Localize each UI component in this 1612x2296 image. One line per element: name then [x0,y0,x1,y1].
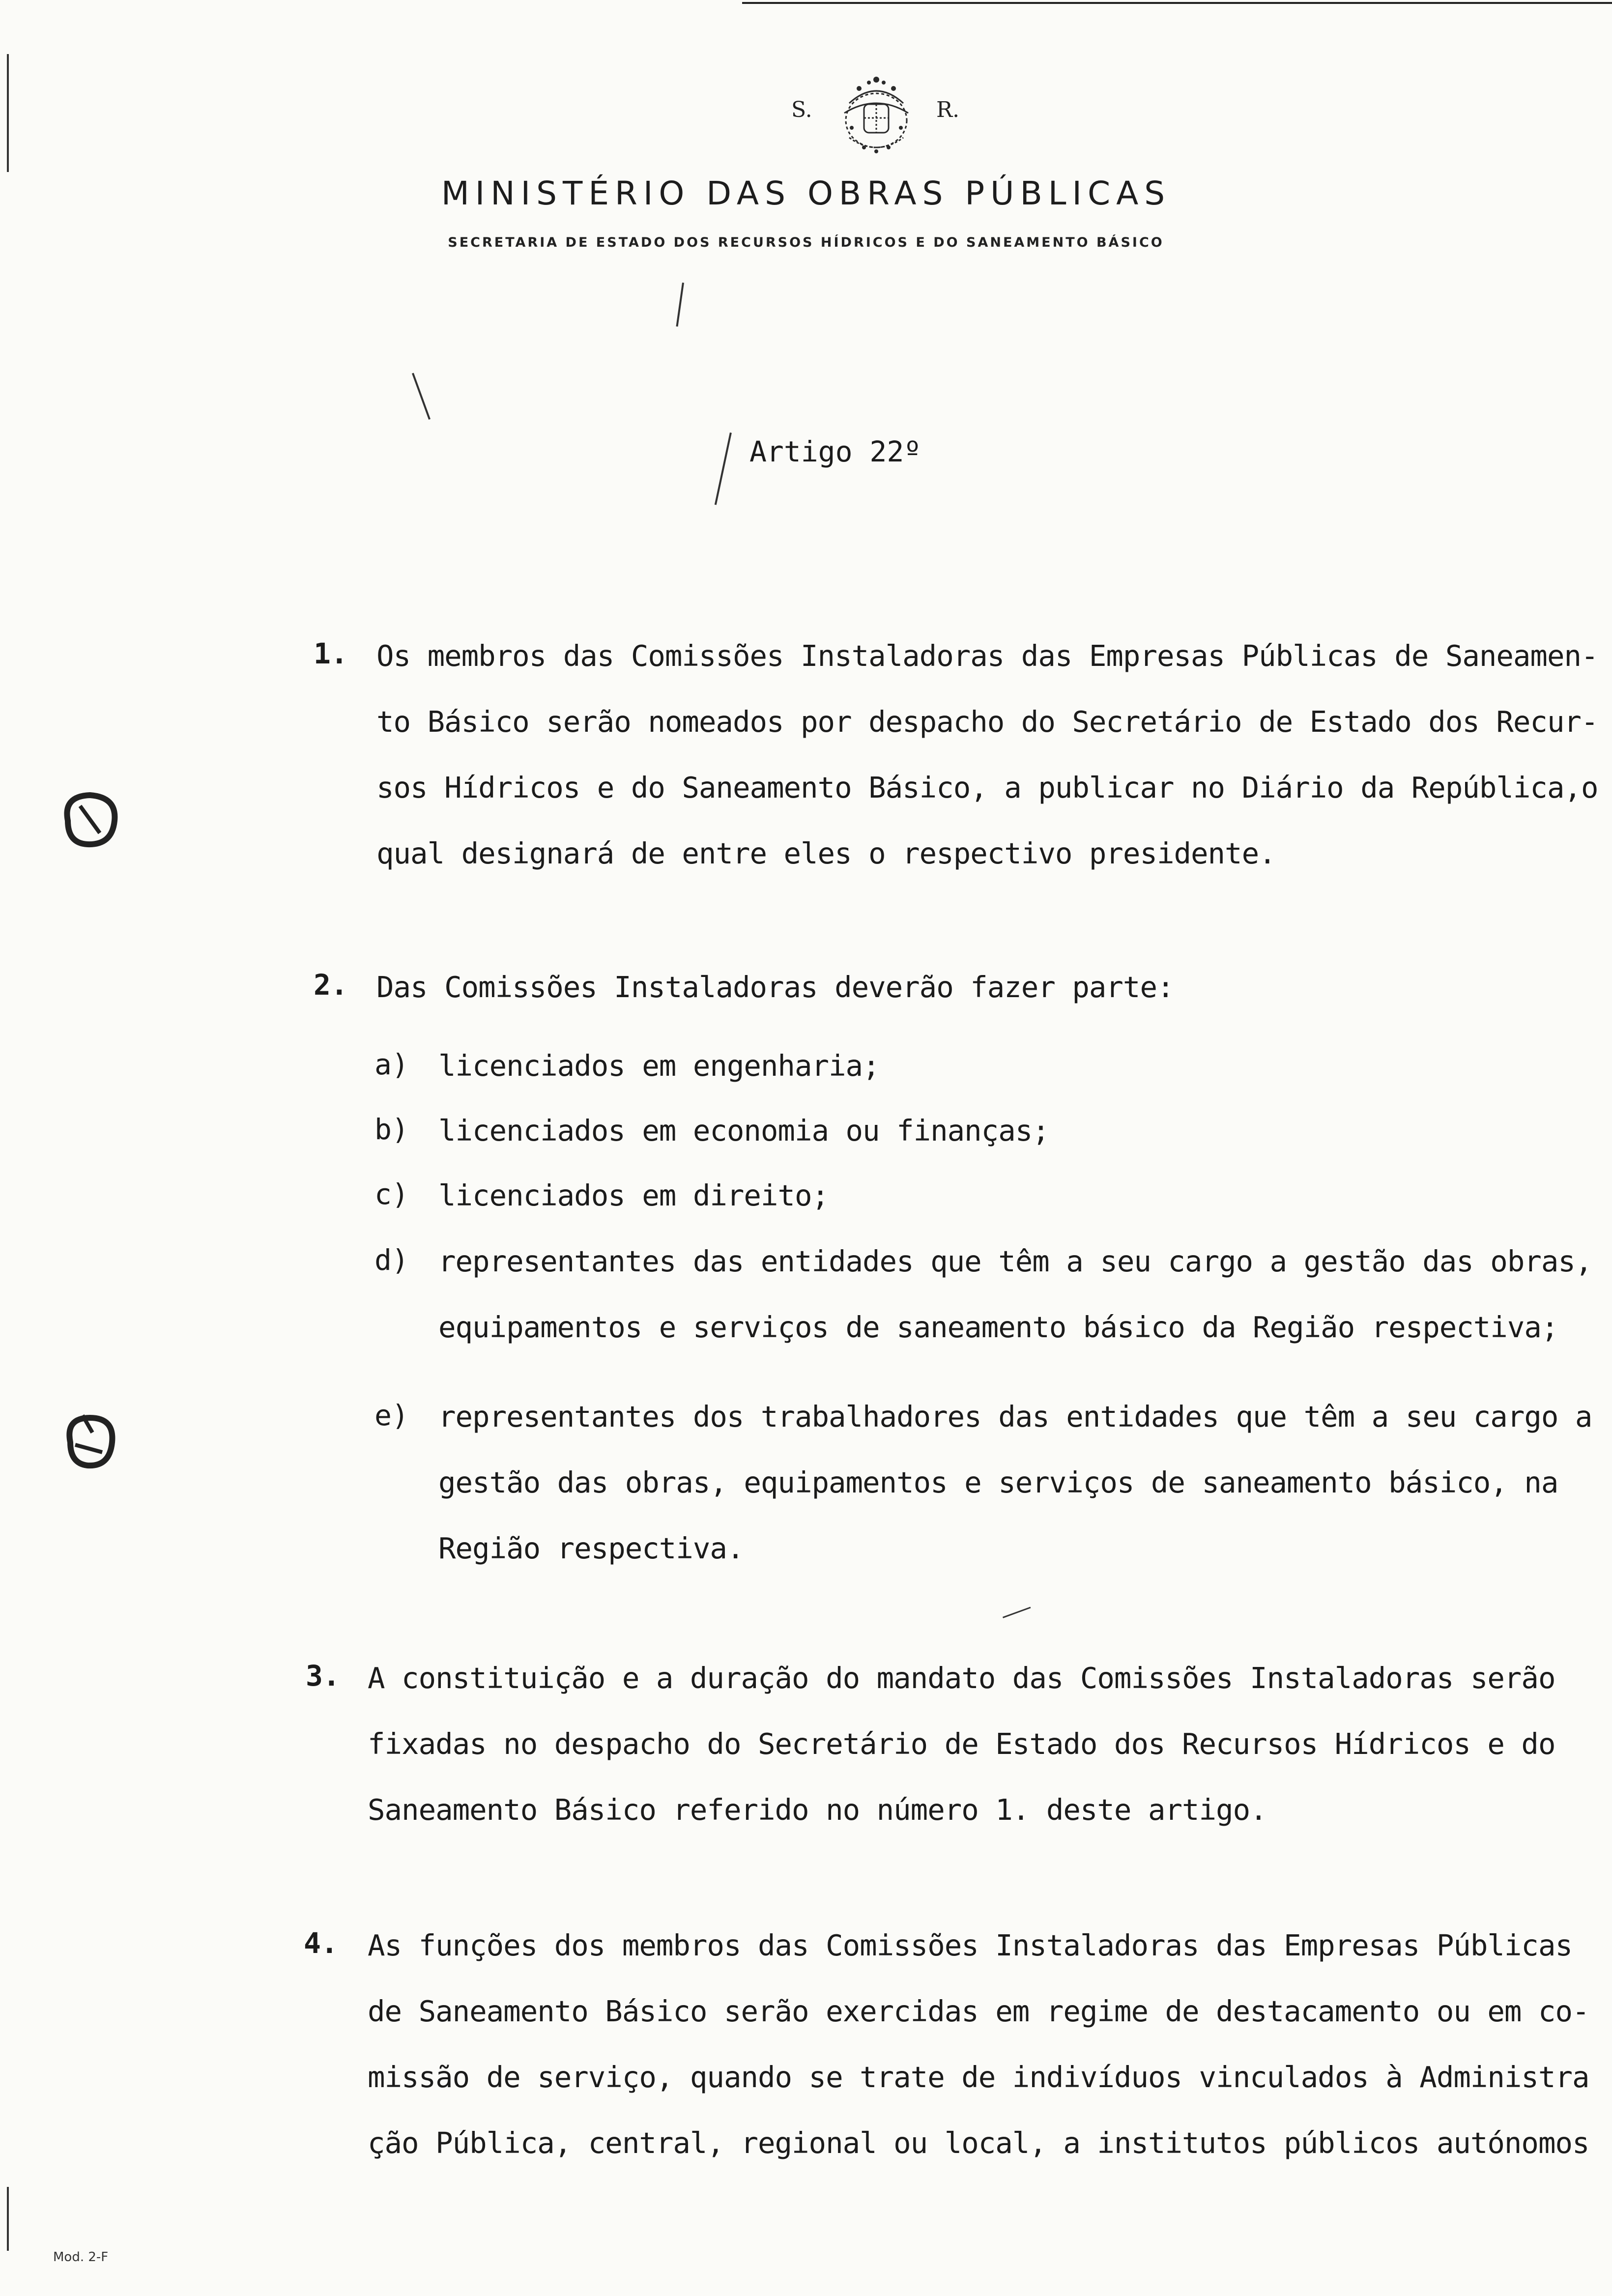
item-letter: a) [374,1048,409,1081]
text-line: Das Comissões Instaladoras deverão fazer parte: [376,970,1174,1004]
text-line: Saneamento Básico referido no número 1. deste artigo. [368,1793,1267,1827]
text-line: sos Hídricos e do Saneamento Básico, a publicar no Diário da República,o [376,771,1598,804]
text-line: licenciados em engenharia; [438,1049,880,1083]
paragraph-1 [376,623,1598,887]
paragraph-number: 3. [306,1659,340,1693]
text-line: As funções dos membros das Comissões Instaladoras das Empresas Públicas [368,1928,1572,1962]
text-line: qual designará de entre eles o respectivo presidente. [376,836,1276,870]
text-line: Região respectiva. [438,1531,744,1565]
ministry-title: MINISTÉRIO DAS OBRAS PÚBLICAS [441,174,1171,212]
list-item [438,1384,1592,1581]
paragraph-3 [368,1645,1555,1843]
left-initial: S. [791,97,812,122]
text-line: representantes das entidades que têm a seu cargo a gestão das obras, [438,1244,1592,1278]
left-edge-mark-lower [7,2187,9,2251]
text-line: representantes dos trabalhadores das entidades que têm a seu cargo a [438,1400,1592,1434]
paragraph-number: 1. [314,637,348,670]
item-letter: d) [374,1243,409,1277]
punch-hole-blot-icon [53,786,127,855]
pen-mark [715,432,732,505]
paragraph-4 [368,1913,1589,2176]
paragraph-number: 4. [304,1926,338,1960]
item-letter: c) [374,1177,409,1211]
text-line: to Básico serão nomeados por despacho do Secretário de Estado dos Recur- [376,705,1598,739]
pen-mark [412,373,431,420]
form-code: Mod. 2-F [53,2250,109,2265]
article-title: Artigo 22º [749,435,921,468]
item-letter: e) [374,1399,409,1432]
text-line: licenciados em direito; [438,1178,829,1212]
text-line: A constituição e a duração do mandato das Comissões Instaladoras serão [368,1661,1555,1695]
pen-mark [676,283,684,327]
list-item [438,1098,1559,1164]
text-line: ção Pública, central, regional ou local, a institutos públicos autónomos [368,2126,1589,2160]
punch-hole-blot-icon [53,1406,127,1479]
item-letter: b) [374,1113,409,1146]
paragraph-2-intro [376,954,1561,1020]
text-line: licenciados em economia ou finanças; [438,1114,1049,1148]
top-edge-rule [742,2,1612,4]
text-line: de Saneamento Básico serão exercidas em regime de destacamento ou em co- [368,1994,1589,2028]
right-initial: R. [936,97,960,122]
list-item [438,1163,1559,1229]
text-line: equipamentos e serviços de saneamento básico da Região respectiva; [438,1310,1558,1344]
list-item [438,1033,1559,1099]
text-line: gestão das obras, equipamentos e serviços de saneamento básico, na [438,1465,1558,1499]
paragraph-number: 2. [314,968,348,1002]
text-line: Os membros das Comissões Instaladoras das Empresas Públicas de Saneamen- [376,639,1598,673]
coat-of-arms-emblem-icon [830,74,923,157]
secretaria-subtitle: SECRETARIA DE ESTADO DOS RECURSOS HÍDRICOS E DO SANEAMENTO BÁSICO [448,235,1164,250]
pen-mark [1003,1607,1031,1618]
letterhead-emblem-row [767,74,973,157]
left-edge-mark [7,54,9,172]
text-line: fixadas no despacho do Secretário de Estado dos Recursos Hídricos e do [368,1727,1555,1761]
list-item [438,1229,1592,1360]
text-line: missão de serviço, quando se trate de indivíduos vinculados à Administra [368,2060,1589,2094]
